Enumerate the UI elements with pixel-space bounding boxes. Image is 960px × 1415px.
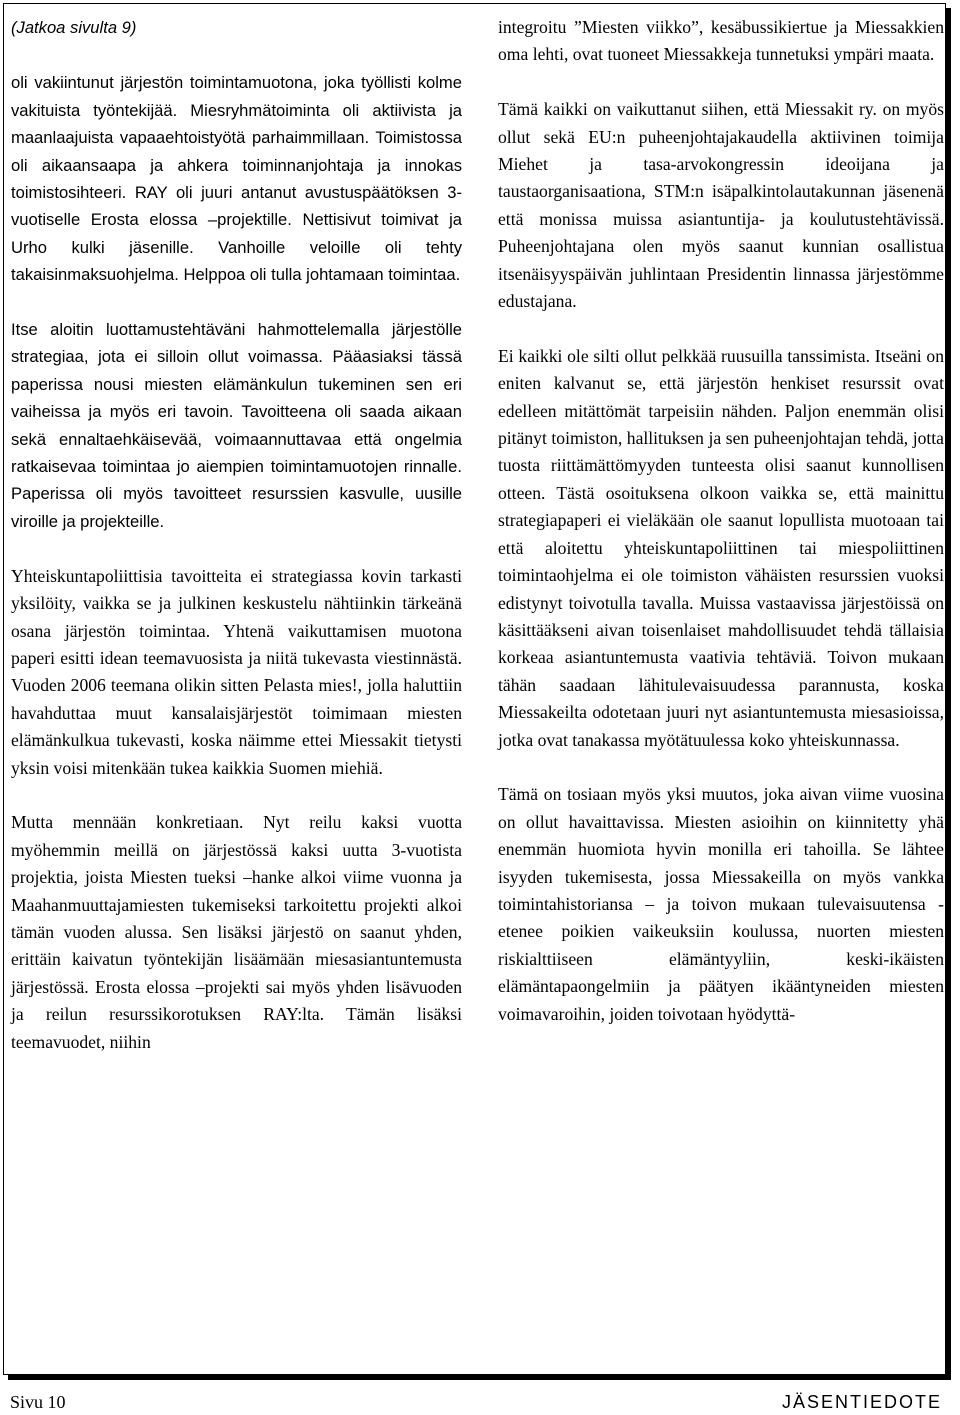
continuation-note: (Jatkoa sivulta 9) [11, 18, 137, 37]
paragraph-right-3: Ei kaikki ole silti ollut pelkkää ruusuilla tanssimista. Itseäni on eniten kalvanut se, että järjestön henkiset resurssit ovat edelleen mitättömät tarpeisiin nähden. Paljon enemmän olisi pitänyt toimiston, hallituksen ja sen puheenjohtajan tehdä, jotta tuosta riittämättömyyden tunteesta olisi saanut kunnollisen otteen. Tästä osoituksena olkoon vaikka se, että mainittu strategiapaperi ei vieläkään ole saanut lopullista muotoaan tai että aloitettu yhteiskuntapoliittinen tai miespoliittinen toimintaohjelma ei ole toimiston vähäisten resurssien vuoksi edistynyt toivotulla tavalla. Muissa vastaavissa järjestöissä on käsittääkseni aivan toisenlaiset mahdollisuudet tehdä tällaisia korkeaa asiantuntemusta vaativia tehtäviä. Toivon mukaan tähän saadaan lähitulevaisuudessa parannusta, koska Miessakeilta odotetaan juuri nyt asiantuntemusta miesasioissa, jotka ovat tanakassa myötätuulessa koko yhteiskunnassa. [498, 345, 944, 750]
paragraph-right-2: Tämä kaikki on vaikuttanut siihen, että Miessakit ry. on myös ollut sekä EU:n puheenjohtajakaudella aktiivinen toimija Miehet ja tasa-arvokongressin ideoijana ja taustaorganisaationa, STM:n isäpalkintolautakunnan jäsenenä että monissa muissa asiantuntija- ja koulutustehtävissä. Puheenjohtajana olen myös saanut kunnian osallistua itsenäisyyspäivän juhlintaan Presidentin linnassa järjestömme edustajana. [498, 99, 944, 312]
page-frame [3, 3, 946, 1375]
right-column [498, 14, 944, 1028]
paragraph-left-4: Mutta mennään konkretiaan. Nyt reilu kaksi vuotta myöhemmin meillä on järjestössä kaksi uutta 3-vuotista projektia, joista Miesten tueksi –hanke alkoi viime vuonna ja Maahanmuuttajamiesten tukemiseksi tarkoitettu projekti alkoi tämän vuoden alussa. Sen lisäksi järjestö on saanut yhden, erittäin kaivatun työntekijän lisäämään miesasiantuntemusta järjestössä. Erosta elossa –projekti sai myös yhden lisävuoden ja reilun resurssikorotuksen RAY:lta. Tämän lisäksi teemavuodet, niihin [11, 812, 462, 1052]
paragraph-right-4: Tämä on tosiaan myös yksi muutos, joka aivan viime vuosina on ollut havaittavissa. Miesten asioihin on kiinnitetty yhä enemmän huomiota hyvin monilla eri tahoilla. Se lähtee isyyden tukemisesta, jossa Miessakeilla on myös vankka toimintahistoriansa – ja toivon mukaan tulevaisuutensa - etenee poikien vaikeuksiin koulussa, nuorten miesten riskialttiiseen elämäntyyliin, keski-ikäisten elämäntapaongelmiin ja päätyen ikääntyneiden miesten voimavaroihin, joiden toivotaan hyödyttä- [498, 784, 944, 1024]
paragraph-left-2: Itse aloitin luottamustehtäväni hahmottelemalla järjestölle strategiaa, jota ei silloin ollut voimassa. Pääasiaksi tässä paperissa nousi miesten elämänkulun tukeminen sen eri vaiheissa ja myös eri tavoin. Tavoitteena oli saada aikaan sekä ennaltaehkäisevää, voimaannuttavaa että ongelmia ratkaisevaa toimintaa jo aiempien toimintamuotojen rinnalle. Paperissa oli myös tavoitteet resurssien kasvulle, uusille viroille ja projekteille. [11, 320, 462, 531]
paragraph-right-1: integroitu ”Miesten viikko”, kesäbussikiertue ja Miessakkien oma lehti, ovat tuoneet Miessakkeja tunnetuksi ympäri maata. [498, 17, 944, 65]
publication-title: JÄSENTIEDOTE [781, 1392, 942, 1412]
paragraph-left-1: oli vakiintunut järjestön toimintamuotona, joka työllisti kolme vakituista työntekijää. Miesryhmätoiminta oli aktiivista ja maanlaajuista vapaaehtoistyötä parhaimmillaan. Toimistossa oli aikaansaapa ja ahkera toiminnanjohtaja ja innokas toimistosihteeri. RAY oli juuri antanut avustuspäätöksen 3-vuotiselle Erosta elossa –projektille. Nettisivut toimivat ja Urho kulki jäsenille. Vanhoille veloille oli tehty takaisinmaksuohjelma. Helppoa oli tulla johtamaan toimintaa. [11, 73, 462, 285]
left-column [11, 14, 462, 1056]
paragraph-left-3: Yhteiskuntapoliittisia tavoitteita ei strategiassa kovin tarkasti yksilöity, vaikka se ja julkinen keskustelu nähtiinkin tärkeänä osana järjestön toimintaa. Yhtenä vaikuttamisen muotona paperi esitti idean teemavuosista ja niitä tukevasta viestinnästä. Vuoden 2006 teemana olikin sitten Pelasta mies!, jolla haluttiin havahduttaa muut kansalaisjärjestöt toimimaan miesten elämänkulkua tukevasti, koska näimme ettei Miessakit tietysti yksin voisi mitenkään tukea kaikkia Suomen miehiä. [11, 565, 462, 778]
page-number: Sivu 10 [10, 1392, 66, 1412]
